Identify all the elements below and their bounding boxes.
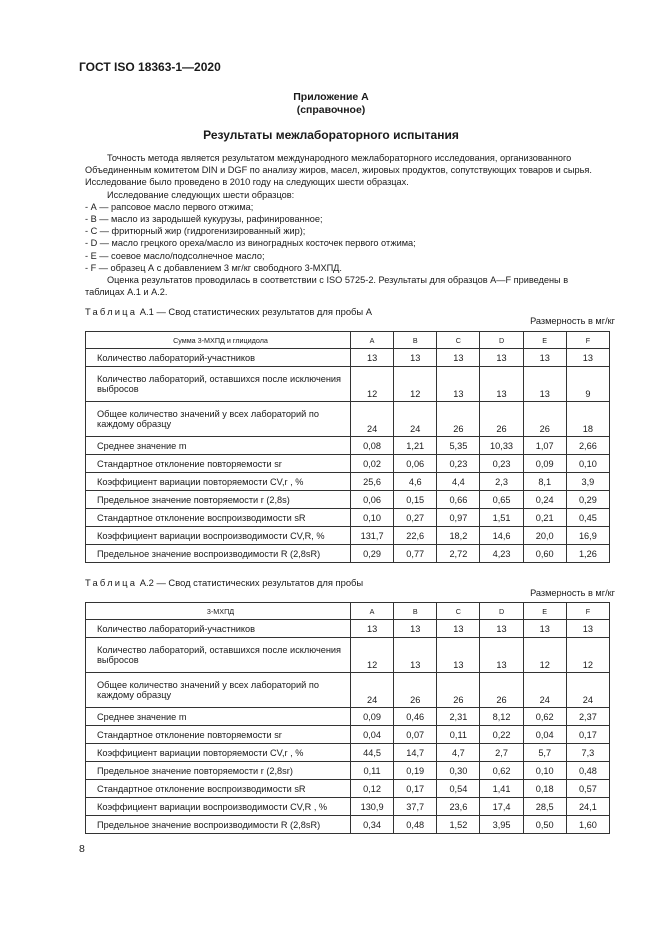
value-cell: 0,02 [351,455,394,473]
value-cell: 9 [566,367,609,402]
value-cell: 0,06 [351,491,394,509]
value-cell: 5,7 [523,744,566,762]
value-cell: 0,17 [394,780,437,798]
value-cell: 14,7 [394,744,437,762]
value-cell: 1,26 [566,545,609,563]
results-table-a1 [85,331,610,563]
value-cell: 0,17 [566,726,609,744]
value-cell: 0,46 [394,708,437,726]
value-cell: 0,06 [394,455,437,473]
value-cell: 0,10 [351,509,394,527]
value-cell: 1,60 [566,816,609,834]
value-cell: 0,23 [480,455,523,473]
value-cell: 0,60 [523,545,566,563]
row-label: Предельное значение воспроизводимости R (2,8sR) [86,545,351,563]
value-cell: 16,9 [566,527,609,545]
value-cell: 1,51 [480,509,523,527]
value-cell: 8,12 [480,708,523,726]
value-cell: 26 [437,402,480,437]
table-header-row [86,332,610,349]
value-cell: 0,11 [437,726,480,744]
header-cell: D [480,332,523,349]
table-row [86,473,610,491]
value-cell: 18,2 [437,527,480,545]
value-cell: 13 [480,349,523,367]
table-row [86,527,610,545]
value-cell: 2,31 [437,708,480,726]
header-cell: F [566,332,609,349]
table-row [86,762,610,780]
value-cell: 0,11 [351,762,394,780]
value-cell: 13 [437,367,480,402]
row-label: Коэффициент вариации воспроизводимости CV,R, % [86,527,351,545]
row-label: Количество лабораторий, оставшихся после исключения выбросов [86,638,351,673]
value-cell: 5,35 [437,437,480,455]
table-row [86,673,610,708]
value-cell: 0,19 [394,762,437,780]
value-cell: 18 [566,402,609,437]
table2-caption [85,577,363,588]
table-row [86,367,610,402]
list-item: - С — фритюрный жир (гидрогенизированный жир); [85,226,306,237]
table-row [86,708,610,726]
row-label: Среднее значение m [86,708,351,726]
row-label: Коэффициент вариации повторяемости CV,r , % [86,744,351,762]
row-label: Количество лабораторий, оставшихся после исключения выбросов [86,367,351,402]
page-number: 8 [79,843,85,855]
row-label: Общее количество значений у всех лабораторий по каждому образцу [86,402,351,437]
table-row [86,744,610,762]
value-cell: 0,15 [394,491,437,509]
value-cell: 0,12 [351,780,394,798]
table-row [86,620,610,638]
value-cell: 0,29 [351,545,394,563]
value-cell: 1,41 [480,780,523,798]
value-cell: 25,6 [351,473,394,491]
value-cell: 0,09 [523,455,566,473]
results-table-a2 [85,602,610,834]
row-label: Стандартное отклонение повторяемости sr [86,455,351,473]
value-cell: 130,9 [351,798,394,816]
intro-text [85,152,607,298]
value-cell: 26 [480,402,523,437]
value-cell: 10,33 [480,437,523,455]
value-cell: 0,62 [480,762,523,780]
row-label: Стандартное отклонение повторяемости sr [86,726,351,744]
value-cell: 0,10 [566,455,609,473]
value-cell: 0,97 [437,509,480,527]
value-cell: 13 [394,349,437,367]
value-cell: 0,66 [437,491,480,509]
value-cell: 24 [523,673,566,708]
value-cell: 13 [437,638,480,673]
value-cell: 13 [351,349,394,367]
value-cell: 13 [480,620,523,638]
value-cell: 1,52 [437,816,480,834]
header-cell: A [351,332,394,349]
value-cell: 13 [437,620,480,638]
value-cell: 8,1 [523,473,566,491]
row-label: Предельное значение повторяемости r (2,8sr) [86,762,351,780]
value-cell: 0,24 [523,491,566,509]
value-cell: 0,30 [437,762,480,780]
header-cell: E [523,603,566,620]
value-cell: 24 [394,402,437,437]
row-label: Общее количество значений у всех лабораторий по каждому образцу [86,673,351,708]
value-cell: 23,6 [437,798,480,816]
value-cell: 0,10 [523,762,566,780]
value-cell: 24 [351,673,394,708]
value-cell: 13 [523,349,566,367]
row-label: Количество лабораторий-участников [86,620,351,638]
table-row [86,780,610,798]
row-label: Предельное значение воспроизводимости R (2,8sR) [86,816,351,834]
value-cell: 0,22 [480,726,523,744]
table1-caption [85,306,372,317]
value-cell: 26 [437,673,480,708]
paragraph: Оценка результатов проводилась в соответствии с ISO 5725-2. Результаты для образцов А—F приведены в таблицах А.1 и А.2. [85,275,569,298]
paragraph: Исследование следующих шести образцов: [107,189,295,200]
value-cell: 3,95 [480,816,523,834]
value-cell: 131,7 [351,527,394,545]
value-cell: 13 [394,638,437,673]
value-cell: 7,3 [566,744,609,762]
table-row [86,816,610,834]
value-cell: 0,77 [394,545,437,563]
table-row [86,509,610,527]
header-cell: A [351,603,394,620]
value-cell: 13 [437,349,480,367]
value-cell: 24,1 [566,798,609,816]
value-cell: 13 [351,620,394,638]
value-cell: 0,57 [566,780,609,798]
value-cell: 0,04 [523,726,566,744]
table-row [86,455,610,473]
value-cell: 12 [394,367,437,402]
value-cell: 0,23 [437,455,480,473]
appendix-subtitle: (справочное) [296,104,366,116]
value-cell: 14,6 [480,527,523,545]
value-cell: 37,7 [394,798,437,816]
list-item: - F — образец А с добавлением 3 мг/кг свободного 3-МХПД. [85,262,342,273]
caption-text: А.2 — Свод статистических результатов для пробы [137,577,364,588]
value-cell: 2,3 [480,473,523,491]
caption-word: Таблица [85,306,138,317]
value-cell: 0,45 [566,509,609,527]
table-row [86,349,610,367]
table-row [86,402,610,437]
value-cell: 0,09 [351,708,394,726]
header-cell: B [394,332,437,349]
section-title: Результаты межлабораторного испытания [203,128,459,142]
caption-word: Таблица [85,577,138,588]
value-cell: 0,48 [394,816,437,834]
value-cell: 26 [480,673,523,708]
value-cell: 12 [351,367,394,402]
value-cell: 0,18 [523,780,566,798]
row-label: Предельное значение повторяемости r (2,8s) [86,491,351,509]
value-cell: 12 [566,638,609,673]
header-cell: B [394,603,437,620]
value-cell: 4,6 [394,473,437,491]
list-item: - D — масло грецкого ореха/масло из виноградных косточек первого отжима; [85,238,416,249]
header-cell: D [480,603,523,620]
value-cell: 0,29 [566,491,609,509]
value-cell: 2,72 [437,545,480,563]
row-label: Стандартное отклонение воспроизводимости sR [86,509,351,527]
table2-units: Размерность в мг/кг [530,588,615,598]
table-row [86,798,610,816]
document-header: ГОСТ ISO 18363-1—2020 [79,60,221,74]
value-cell: 1,07 [523,437,566,455]
value-cell: 1,21 [394,437,437,455]
value-cell: 4,7 [437,744,480,762]
value-cell: 12 [351,638,394,673]
value-cell: 0,65 [480,491,523,509]
table1-units: Размерность в мг/кг [530,316,615,326]
value-cell: 2,7 [480,744,523,762]
value-cell: 24 [351,402,394,437]
table-row [86,491,610,509]
table-header-row [86,603,610,620]
value-cell: 13 [566,349,609,367]
value-cell: 17,4 [480,798,523,816]
list-item: - Е — соевое масло/подсолнечное масло; [85,250,265,261]
value-cell: 13 [566,620,609,638]
list-item: - А — рапсовое масло первого отжима; [85,201,254,212]
value-cell: 4,23 [480,545,523,563]
value-cell: 0,50 [523,816,566,834]
value-cell: 0,08 [351,437,394,455]
value-cell: 4,4 [437,473,480,491]
value-cell: 13 [480,367,523,402]
value-cell: 20,0 [523,527,566,545]
value-cell: 26 [394,673,437,708]
value-cell: 2,37 [566,708,609,726]
value-cell: 13 [523,367,566,402]
value-cell: 44,5 [351,744,394,762]
row-label: Количество лабораторий-участников [86,349,351,367]
value-cell: 13 [480,638,523,673]
header-cell: Сумма 3-МХПД и глицидола [86,332,351,349]
value-cell: 0,48 [566,762,609,780]
value-cell: 3,9 [566,473,609,491]
row-label: Коэффициент вариации воспроизводимости CV,R , % [86,798,351,816]
value-cell: 0,62 [523,708,566,726]
value-cell: 0,04 [351,726,394,744]
value-cell: 22,6 [394,527,437,545]
header-cell: 3-МХПД [86,603,351,620]
value-cell: 24 [566,673,609,708]
value-cell: 13 [394,620,437,638]
table-row [86,545,610,563]
value-cell: 2,66 [566,437,609,455]
value-cell: 26 [523,402,566,437]
header-cell: C [437,603,480,620]
table-row [86,437,610,455]
caption-text: А.1 — Свод статистических результатов для пробы А [137,306,373,317]
value-cell: 13 [523,620,566,638]
value-cell: 0,54 [437,780,480,798]
paragraph: Точность метода является результатом международного межлабораторного исследования, организованного Объединенным комитетом DIN и DGF по анализу жиров, масел, жировых продуктов, сопутствующих товаров и сырья. Исследование было проведено в 2010 году на следующих шести образцах. [85,153,592,188]
row-label: Стандартное отклонение воспроизводимости sR [86,780,351,798]
appendix-title: Приложение А [293,91,369,103]
header-cell: F [566,603,609,620]
value-cell: 0,34 [351,816,394,834]
row-label: Среднее значение m [86,437,351,455]
table-row [86,638,610,673]
value-cell: 12 [523,638,566,673]
value-cell: 0,21 [523,509,566,527]
row-label: Коэффициент вариации повторяемости CV,r , % [86,473,351,491]
header-cell: C [437,332,480,349]
table-row [86,726,610,744]
header-cell: E [523,332,566,349]
value-cell: 0,07 [394,726,437,744]
list-item: - В — масло из зародышей кукурузы, рафинированное; [85,214,323,225]
value-cell: 28,5 [523,798,566,816]
value-cell: 0,27 [394,509,437,527]
